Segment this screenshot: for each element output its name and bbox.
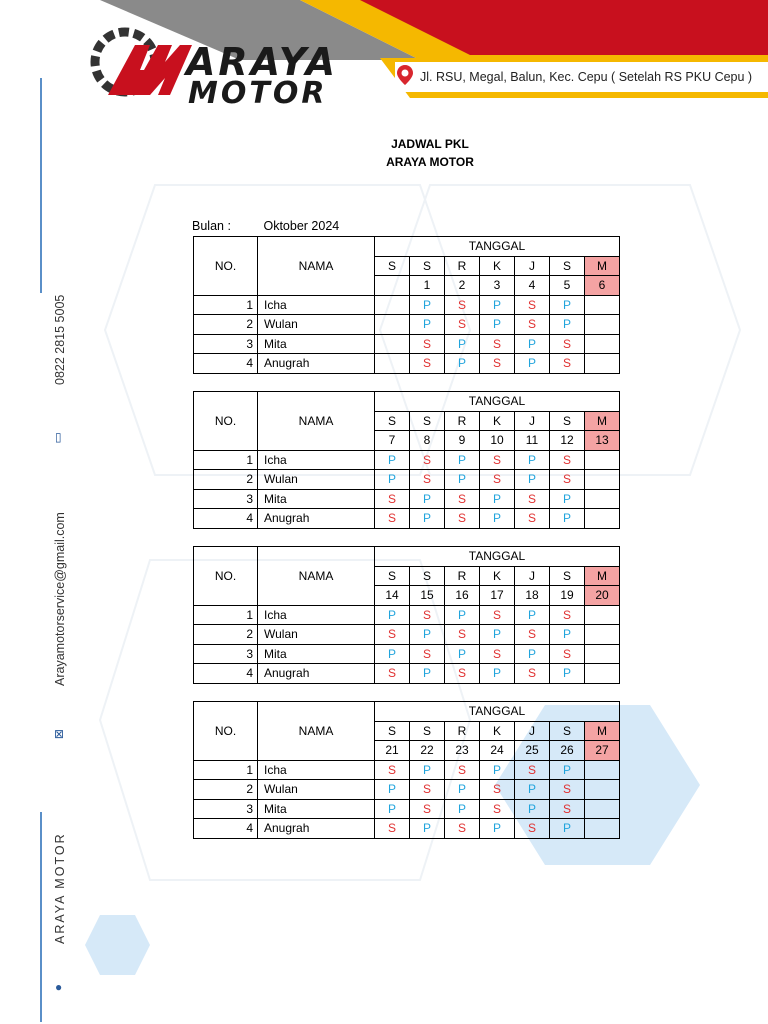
shift-cell: P	[515, 605, 550, 625]
shift-cell	[375, 334, 410, 354]
day-initial: S	[550, 256, 585, 276]
date-cell: 9	[445, 431, 480, 451]
date-cell: 15	[410, 586, 445, 606]
shift-cell: S	[515, 295, 550, 315]
row-name: Icha	[258, 605, 375, 625]
shift-cell	[585, 780, 620, 800]
shift-cell: S	[550, 605, 585, 625]
shift-cell: P	[375, 605, 410, 625]
sidebar-line-bottom	[40, 812, 42, 1022]
shift-cell	[585, 644, 620, 664]
table-row	[194, 295, 620, 315]
shift-cell	[585, 605, 620, 625]
shift-cell: P	[410, 760, 445, 780]
shift-cell: P	[445, 799, 480, 819]
shift-cell: S	[445, 489, 480, 509]
date-cell: 24	[480, 741, 515, 761]
shift-cell: S	[410, 605, 445, 625]
shift-cell: P	[550, 489, 585, 509]
shift-cell: S	[480, 470, 515, 490]
day-initial: R	[445, 566, 480, 586]
date-cell: 16	[445, 586, 480, 606]
day-initial: S	[550, 411, 585, 431]
shift-cell: P	[515, 334, 550, 354]
date-cell: 11	[515, 431, 550, 451]
shift-cell	[585, 450, 620, 470]
row-number: 2	[194, 315, 258, 335]
day-initial: S	[410, 566, 445, 586]
shift-cell: P	[515, 799, 550, 819]
shift-cell	[585, 489, 620, 509]
date-cell: 27	[585, 741, 620, 761]
row-name: Wulan	[258, 470, 375, 490]
shift-cell	[585, 334, 620, 354]
day-initial: J	[515, 411, 550, 431]
table-row	[194, 354, 620, 374]
header-row	[194, 547, 620, 567]
date-cell: 13	[585, 431, 620, 451]
schedule-table-week-1	[193, 236, 620, 374]
day-initial: S	[550, 566, 585, 586]
shift-cell: S	[375, 489, 410, 509]
date-cell	[375, 276, 410, 296]
date-cell: 4	[515, 276, 550, 296]
day-initial: M	[585, 256, 620, 276]
row-number: 4	[194, 664, 258, 684]
shift-cell: P	[410, 664, 445, 684]
company-logo	[86, 20, 346, 110]
shift-cell: P	[375, 780, 410, 800]
shift-cell: P	[480, 664, 515, 684]
month-value: Oktober 2024	[263, 219, 340, 233]
day-initial: S	[550, 721, 585, 741]
month-row	[192, 219, 339, 233]
shift-cell: P	[515, 644, 550, 664]
header-row	[194, 237, 620, 257]
header-no: NO.	[194, 547, 258, 606]
shift-cell: S	[445, 760, 480, 780]
sidebar-line-top	[40, 78, 42, 293]
table-row	[194, 760, 620, 780]
shift-cell: S	[445, 509, 480, 529]
row-number: 4	[194, 354, 258, 374]
table-row	[194, 450, 620, 470]
day-initial: S	[410, 256, 445, 276]
row-name: Mita	[258, 489, 375, 509]
shift-cell: P	[480, 315, 515, 335]
day-initial: K	[480, 411, 515, 431]
shift-cell: S	[480, 450, 515, 470]
row-name: Icha	[258, 450, 375, 470]
table-row	[194, 509, 620, 529]
shift-cell: S	[410, 450, 445, 470]
row-number: 4	[194, 819, 258, 839]
shift-cell: S	[480, 605, 515, 625]
shift-cell: P	[515, 450, 550, 470]
day-initial: R	[445, 411, 480, 431]
date-cell: 25	[515, 741, 550, 761]
month-label: Bulan :	[192, 219, 231, 233]
table-row	[194, 470, 620, 490]
date-cell: 1	[410, 276, 445, 296]
row-number: 1	[194, 295, 258, 315]
table-row	[194, 625, 620, 645]
page-title: JADWAL PKL	[391, 137, 469, 151]
shift-cell: P	[410, 489, 445, 509]
shift-cell: P	[445, 605, 480, 625]
date-cell: 3	[480, 276, 515, 296]
header-nama: NAMA	[258, 237, 375, 296]
shift-cell: P	[375, 799, 410, 819]
row-number: 1	[194, 450, 258, 470]
shift-cell: S	[445, 295, 480, 315]
date-cell: 21	[375, 741, 410, 761]
table-row	[194, 799, 620, 819]
shift-cell: P	[550, 625, 585, 645]
shift-cell: P	[445, 780, 480, 800]
row-name: Icha	[258, 295, 375, 315]
table-row	[194, 605, 620, 625]
shift-cell: S	[480, 354, 515, 374]
header-tanggal: TANGGAL	[375, 547, 620, 567]
shift-cell: P	[480, 509, 515, 529]
table-row	[194, 664, 620, 684]
row-number: 4	[194, 509, 258, 529]
date-cell: 22	[410, 741, 445, 761]
shift-cell: S	[480, 780, 515, 800]
day-initial: S	[375, 411, 410, 431]
shift-cell	[585, 664, 620, 684]
company-address: Jl. RSU, Megal, Balun, Kec. Cepu ( Setelah RS PKU Cepu )	[420, 70, 753, 84]
shift-cell	[585, 760, 620, 780]
shift-cell: S	[550, 354, 585, 374]
day-initial: K	[480, 721, 515, 741]
location-icon: ●	[55, 980, 63, 994]
shift-cell	[585, 509, 620, 529]
shift-cell: S	[375, 819, 410, 839]
shift-cell: S	[410, 780, 445, 800]
date-cell: 17	[480, 586, 515, 606]
shift-cell: P	[375, 644, 410, 664]
day-initial: M	[585, 566, 620, 586]
shift-cell: S	[480, 334, 515, 354]
shift-cell: P	[445, 450, 480, 470]
date-cell: 19	[550, 586, 585, 606]
shift-cell: S	[550, 799, 585, 819]
header-no: NO.	[194, 702, 258, 761]
header-row	[194, 392, 620, 412]
shift-cell: S	[550, 470, 585, 490]
header-nama: NAMA	[258, 702, 375, 761]
shift-cell: P	[550, 509, 585, 529]
day-initial: R	[445, 256, 480, 276]
shift-cell: S	[445, 315, 480, 335]
row-number: 1	[194, 760, 258, 780]
shift-cell	[375, 315, 410, 335]
row-name: Icha	[258, 760, 375, 780]
shift-cell: P	[480, 625, 515, 645]
date-cell: 2	[445, 276, 480, 296]
day-initial: S	[375, 721, 410, 741]
shift-cell: P	[480, 819, 515, 839]
header-tanggal: TANGGAL	[375, 702, 620, 722]
shift-cell	[585, 470, 620, 490]
shift-cell: P	[550, 819, 585, 839]
row-name: Wulan	[258, 780, 375, 800]
row-name: Wulan	[258, 625, 375, 645]
shift-cell	[585, 819, 620, 839]
row-name: Mita	[258, 334, 375, 354]
shift-cell: P	[445, 354, 480, 374]
shift-cell	[585, 354, 620, 374]
shift-cell: S	[410, 799, 445, 819]
sidebar-brand: ARAYA MOTOR	[53, 832, 67, 944]
day-initial: K	[480, 566, 515, 586]
shift-cell: P	[480, 760, 515, 780]
shift-cell: P	[375, 450, 410, 470]
shift-cell	[585, 625, 620, 645]
shift-cell: P	[410, 625, 445, 645]
date-cell: 7	[375, 431, 410, 451]
table-row	[194, 315, 620, 335]
shift-cell: S	[550, 780, 585, 800]
row-name: Anugrah	[258, 664, 375, 684]
date-cell: 5	[550, 276, 585, 296]
row-number: 3	[194, 799, 258, 819]
shift-cell: P	[445, 644, 480, 664]
shift-cell: S	[410, 334, 445, 354]
row-number: 3	[194, 489, 258, 509]
shift-cell	[585, 295, 620, 315]
schedule-table-week-3	[193, 546, 620, 684]
day-initial: S	[375, 566, 410, 586]
shift-cell: P	[550, 664, 585, 684]
shift-cell: P	[410, 509, 445, 529]
day-initial: S	[410, 411, 445, 431]
shift-cell: S	[445, 819, 480, 839]
header-tanggal: TANGGAL	[375, 392, 620, 412]
shift-cell: P	[445, 334, 480, 354]
shift-cell: S	[375, 509, 410, 529]
date-cell: 18	[515, 586, 550, 606]
schedule-table-week-2	[193, 391, 620, 529]
shift-cell: P	[410, 315, 445, 335]
shift-cell	[585, 315, 620, 335]
row-name: Wulan	[258, 315, 375, 335]
shift-cell: S	[515, 489, 550, 509]
shift-cell: S	[445, 664, 480, 684]
day-initial: M	[585, 721, 620, 741]
page-subtitle: ARAYA MOTOR	[386, 155, 474, 169]
header-tanggal: TANGGAL	[375, 237, 620, 257]
date-cell: 12	[550, 431, 585, 451]
row-name: Mita	[258, 799, 375, 819]
logo-word-motor: MOTOR	[188, 76, 328, 111]
shift-cell: P	[550, 295, 585, 315]
shift-cell: P	[515, 354, 550, 374]
day-initial: S	[375, 256, 410, 276]
date-cell: 20	[585, 586, 620, 606]
row-name: Mita	[258, 644, 375, 664]
shift-cell: P	[515, 470, 550, 490]
shift-cell	[585, 799, 620, 819]
day-initial: J	[515, 721, 550, 741]
row-number: 2	[194, 470, 258, 490]
logo-word-araya: ARAYA	[186, 40, 339, 84]
date-cell: 26	[550, 741, 585, 761]
header-row	[194, 702, 620, 722]
row-number: 2	[194, 780, 258, 800]
sidebar-phone: 0822 2815 5005	[53, 294, 67, 385]
date-cell: 14	[375, 586, 410, 606]
shift-cell: S	[480, 799, 515, 819]
header-nama: NAMA	[258, 392, 375, 451]
row-name: Anugrah	[258, 819, 375, 839]
day-initial: J	[515, 566, 550, 586]
shift-cell: S	[375, 664, 410, 684]
sidebar-email: Arayamotorservice@gmail.com	[53, 512, 67, 686]
shift-cell: S	[515, 760, 550, 780]
mail-icon: ⊠	[54, 727, 65, 741]
day-initial: M	[585, 411, 620, 431]
shift-cell: S	[445, 625, 480, 645]
table-row	[194, 780, 620, 800]
shift-cell	[375, 354, 410, 374]
shift-cell: S	[550, 450, 585, 470]
day-initial: S	[410, 721, 445, 741]
day-initial: R	[445, 721, 480, 741]
row-name: Anugrah	[258, 509, 375, 529]
shift-cell: S	[515, 819, 550, 839]
shift-cell: S	[375, 760, 410, 780]
shift-cell: S	[550, 334, 585, 354]
table-row	[194, 644, 620, 664]
shift-cell: S	[375, 625, 410, 645]
shift-cell: S	[410, 354, 445, 374]
shift-cell: S	[480, 644, 515, 664]
date-cell: 23	[445, 741, 480, 761]
row-number: 2	[194, 625, 258, 645]
shift-cell: P	[410, 295, 445, 315]
day-initial: K	[480, 256, 515, 276]
header-no: NO.	[194, 237, 258, 296]
header-nama: NAMA	[258, 547, 375, 606]
row-number: 1	[194, 605, 258, 625]
date-cell: 8	[410, 431, 445, 451]
date-cell: 6	[585, 276, 620, 296]
shift-cell: S	[515, 664, 550, 684]
location-pin-icon	[396, 64, 414, 86]
shift-cell: S	[550, 644, 585, 664]
shift-cell: P	[480, 295, 515, 315]
shift-cell: P	[480, 489, 515, 509]
row-name: Anugrah	[258, 354, 375, 374]
shift-cell: S	[515, 509, 550, 529]
table-row	[194, 489, 620, 509]
shift-cell: P	[445, 470, 480, 490]
row-number: 3	[194, 334, 258, 354]
phone-icon: ▯	[55, 430, 62, 444]
table-row	[194, 819, 620, 839]
day-initial: J	[515, 256, 550, 276]
shift-cell: S	[410, 470, 445, 490]
shift-cell	[375, 295, 410, 315]
shift-cell: P	[550, 315, 585, 335]
shift-cell: P	[515, 780, 550, 800]
shift-cell: P	[410, 819, 445, 839]
shift-cell: S	[410, 644, 445, 664]
shift-cell: P	[550, 760, 585, 780]
shift-cell: P	[375, 470, 410, 490]
schedule-table-week-4	[193, 701, 620, 839]
shift-cell: S	[515, 315, 550, 335]
shift-cell: S	[515, 625, 550, 645]
table-row	[194, 334, 620, 354]
date-cell: 10	[480, 431, 515, 451]
header-no: NO.	[194, 392, 258, 451]
row-number: 3	[194, 644, 258, 664]
